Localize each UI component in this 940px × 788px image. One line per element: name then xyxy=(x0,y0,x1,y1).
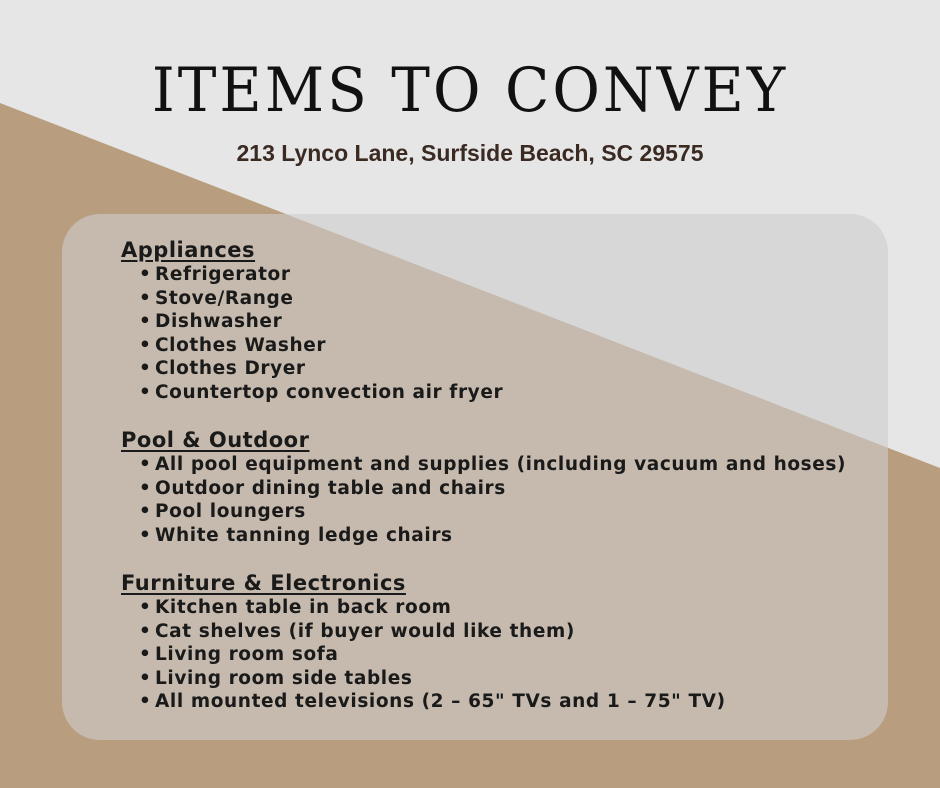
section-heading: Pool & Outdoor xyxy=(121,428,310,452)
item-label: Living room side tables xyxy=(155,667,413,689)
list-item xyxy=(139,287,846,311)
list-item xyxy=(139,263,846,287)
item-label: Clothes Dryer xyxy=(155,358,306,379)
list-item xyxy=(139,524,846,548)
bullet-icon: • xyxy=(139,311,152,332)
item-label: Pool loungers xyxy=(155,501,306,522)
item-label: Living room sofa xyxy=(155,644,339,665)
section-furniture-electronics xyxy=(121,570,846,714)
items-content xyxy=(121,237,846,737)
section-pool-outdoor xyxy=(121,427,846,547)
list-item xyxy=(139,334,846,358)
bullet-icon: • xyxy=(139,454,152,475)
property-address: 213 Lynco Lane, Surfside Beach, SC 29575 xyxy=(236,140,704,166)
bullet-icon: • xyxy=(139,287,152,309)
bullet-icon: • xyxy=(139,264,152,285)
item-label: Outdoor dining table and chairs xyxy=(155,477,506,499)
section-heading: Appliances xyxy=(121,238,256,262)
list-item xyxy=(139,357,846,381)
list-item xyxy=(139,667,846,691)
item-label: White tanning ledge chairs xyxy=(155,524,453,546)
bullet-icon: • xyxy=(139,334,152,356)
bullet-icon: • xyxy=(139,620,152,642)
section-heading: Furniture & Electronics xyxy=(121,571,406,595)
list-item xyxy=(139,690,846,714)
item-label: Refrigerator xyxy=(155,264,291,285)
item-label: Dishwasher xyxy=(155,311,283,332)
list-item xyxy=(139,381,846,405)
section-appliances xyxy=(121,237,846,404)
bullet-icon: • xyxy=(139,644,152,665)
list-item xyxy=(139,477,846,501)
list-item xyxy=(139,500,846,524)
bullet-icon: • xyxy=(139,667,152,689)
bullet-icon: • xyxy=(139,477,152,499)
list-item xyxy=(139,620,846,644)
list-item xyxy=(139,596,846,620)
page-title: ITEMS TO CONVEY xyxy=(151,54,789,126)
bullet-icon: • xyxy=(139,524,152,546)
item-label: Stove/Range xyxy=(155,287,294,309)
item-label: All mounted televisions (2 – 65" TVs and 1 – 75" TV) xyxy=(155,691,726,712)
bullet-icon: • xyxy=(139,597,152,618)
item-list xyxy=(121,596,846,714)
item-list xyxy=(121,453,846,547)
bullet-icon: • xyxy=(139,501,152,522)
list-item xyxy=(139,453,846,477)
item-label: Kitchen table in back room xyxy=(155,597,452,618)
list-item xyxy=(139,643,846,667)
item-list xyxy=(121,263,846,404)
list-item xyxy=(139,310,846,334)
bullet-icon: • xyxy=(139,381,152,403)
item-label: Countertop convection air fryer xyxy=(155,381,504,403)
item-label: Clothes Washer xyxy=(155,334,327,356)
bullet-icon: • xyxy=(139,691,152,712)
bullet-icon: • xyxy=(139,358,152,379)
item-label: All pool equipment and supplies (including vacuum and hoses) xyxy=(155,454,847,475)
item-label: Cat shelves (if buyer would like them) xyxy=(155,620,575,642)
